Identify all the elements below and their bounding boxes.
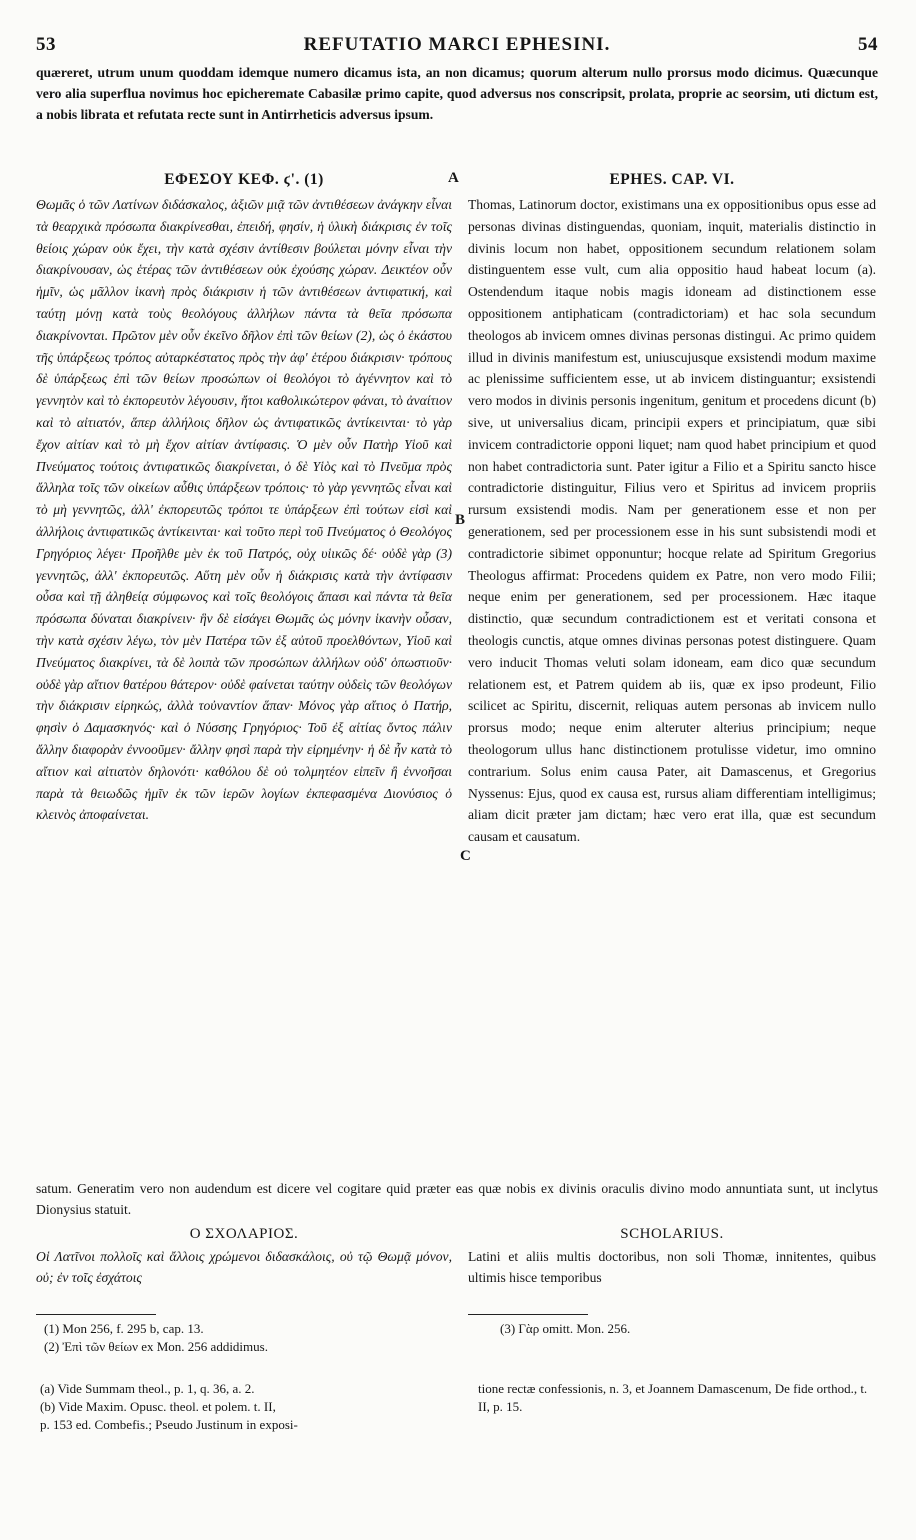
footnote-rule-right	[468, 1314, 588, 1315]
latin-column	[468, 168, 876, 1178]
scholarius-greek	[36, 1222, 452, 1288]
scholarius-latin-heading: SCHOLARIUS.	[620, 1226, 724, 1242]
footnotes-greek	[44, 1320, 444, 1356]
footnote-3: (3) Γὰρ omitt. Mon. 256.	[500, 1321, 631, 1336]
footnote-2: (2) Ἐπὶ τῶν θείων ex Mon. 256 addidimus.	[44, 1339, 268, 1354]
intro-text: quæreret, utrum unum quoddam idemque numero dicamus ista, an non dicamus; quorum alterum nullo prorsus modo dicimus. Quæcunque vero alia superflua novimus hoc epicheremate Cabasilæ primo capite, quod adversus nos conscripsit, prolata, proprie ac seorsim, uti dictum est, a nobis librata et refutata recte sunt in Antirrheticis adversus ipsum.	[36, 65, 878, 123]
section-marker-b: B	[455, 512, 466, 528]
conclusion-paragraph	[36, 1178, 878, 1220]
reference-note-b: (b) Vide Maxim. Opusc. theol. et polem. t. II,	[40, 1399, 276, 1414]
page-number-right: 54	[858, 34, 878, 55]
scholarius-latin-text: Latini et aliis multis doctoribus, non soli Thomæ, innitentes, quibus ultimis hisce temporibus	[468, 1249, 876, 1285]
footnotes-latin	[500, 1320, 870, 1338]
section-marker-a: A	[448, 170, 459, 186]
greek-chapter-heading: ΕΦΕΣΟΥ ΚΕΦ. ϛ'. (1)	[164, 171, 324, 188]
latin-chapter-heading: EPHES. CAP. VI.	[609, 171, 735, 188]
running-title: REFUTATIO MARCI EPHESINI.	[303, 34, 611, 55]
footnote-1: (1) Mon 256, f. 295 b, cap. 13.	[44, 1321, 204, 1336]
scholarius-greek-heading: Ο ΣΧΟΛΑΡΙΟΣ.	[189, 1226, 299, 1242]
reference-note-a: (a) Vide Summam theol., p. 1, q. 36, a. 2.	[40, 1381, 255, 1396]
scholarius-latin	[468, 1222, 876, 1288]
greek-column	[36, 168, 452, 1178]
intro-paragraph	[36, 62, 878, 126]
reference-note-b-end: tione rectæ confessionis, n. 3, et Joannem Damascenum, De fide orthod., t. II, p. 15.	[478, 1381, 868, 1414]
greek-body-text: Θωμᾶς ὁ τῶν Λατίνων διδάσκαλος, ἀξιῶν μιᾷ τῶν ἀντιθέσεων ἀνάγκην εἶναι τὰ θεαρχικὰ πρόσωπα διακρίνεσθαι, ἐπειδή, φησίν, ἡ ὑλικὴ διάκρισις ἐν τοῖς θείοις χώραν οὐκ ἔχει, τὴν κατὰ σχέσιν ἀντίθεσιν βούλεται μόνην εἶναι τὴν διακρίνουσαν, ὡς ἑτέρας τῶν ἀντιθέσεων οὐκ ἐχούσης χώραν. Δεικτέον οὖν ἡμῖν, ὡς μᾶλλον ἱκανὴ πρὸς διάκρισιν ἡ τῶν ἀντιθέσεων ἀντιφατική, καὶ ταύτῃ μόνῃ κατὰ τοὺς θεολόγους ἀλλήλων πάντα τὰ θεῖα πρόσωπα διακρίνονται. Πρῶτον μὲν οὖν ἐκεῖνο δῆλον ἐπὶ τῶν θείων (2), ὡς ὁ ἑκάστου τῆς ὑπάρξεως τρόπος αὐταρκέστατος πρὸς τὴν ἀφ' ἑτέρου διάκρισιν· τρόπους δὲ ὑπάρξεως ἐπὶ τῶν θείων προσώπων οἱ θεολόγοι τὸ ἀγέννητον καὶ τὸ γεννητὸν καὶ τὸ ἐκπορευτὸν λέγουσιν, ἤτοι καθολικώτερον φάναι, τὸ ἀναίτιον καὶ τὸ αἰτιατόν, ἅπερ ἀλλήλοις δῆλον ὡς ἀντιφατικῶς ἀντίκεινται· τὸ γὰρ ἔχον αἰτίαν καὶ τὸ μὴ ἔχον αἰτίαν ἀντίφασις. Ὁ μὲν οὖν Πατὴρ Υἱοῦ καὶ Πνεύματος τούτοις ἀντιφατικῶς διακρίνεται, ὁ δὲ Υἱὸς καὶ τὸ Πνεῦμα πρὸς ἄλληλα τοῖς τῶν οἰκείων αὖθις ὑπάρξεων τρόποις· τὸ γὰρ γεννητῶς εἶναι καὶ τὸ μὴ γεννητῶς, ἀλλ' ἐκπορευτῶς τρόποι τε ὑπάρξεων ἐπὶ τούτων εἰσὶ καὶ ἀλλήλοις ἀντιφατικῶς ἀντίκεινται· καὶ τοῦτο περὶ τοῦ Πνεύματος ὁ Θεολόγος Γρηγόριος λέγει· Προῆλθε μὲν ἐκ τοῦ Πατρός, οὐχ υἱικῶς δέ· οὐδὲ γὰρ (3) γεννητῶς, ἀλλ' ἐκπορευτῶς. Αὕτη μὲν οὖν ἡ διάκρισις κατὰ τὴν ἀντίφασιν οὖσα καὶ τῇ ἀληθείᾳ σύμφωνος καὶ τοῖς θεολόγοις ἅπασι καὶ πάντα τὰ θεῖα πρόσωπα δύναται διακρίνειν· ἣν δὲ εἰσάγει Θωμᾶς ὡς μόνην ἱκανὴν οὖσαν, τὴν κατὰ σχέσιν λέγω, τὸν μὲν Πατέρα τῶν ἐξ αὐτοῦ προελθόντων, Υἱοῦ καὶ Πνεύματος διακρίνει, τὰ δὲ λοιπὰ τῶν προσώπων ἀλλήλων οὐδ' ὁπωστιοῦν· οὐδὲ γὰρ αἴτιον θατέρου θάτερον· οὐδὲ φαίνεται ταύτην οὐδεὶς τῶν θεολόγων τὴν διάκρισιν εἰρηκώς, ἀλλὰ τοὐναντίον ἅπαν· Μόνος γὰρ αἴτιος ὁ Πατήρ, φησὶν ὁ Δαμασκηνός· καὶ ὁ Νύσσης Γρηγόριος· Τοῦ ἐξ αἰτίας ὄντος πάλιν ἄλλην διαφορὰν ἐννοοῦμεν· ἄλλην φησὶ παρὰ τὴν εἰρημένην· ἡ δὲ ἦν κατὰ τὸ αἴτιον καὶ αἰτιατὸν δηλονότι· καθόλου δὲ οὐ τολμητέον εἰπεῖν ἢ ἐννοῆσαι παρὰ τὰ θειωδῶς ἡμῖν ἐκ τῶν ἱερῶν λογίων ἐκπεφασμένα Διονύσιος ὁ κλεινὸς ἀποφαίνεται.	[36, 197, 452, 823]
reference-note-b-cont: p. 153 ed. Combefis.; Pseudo Justinum in exposi-	[40, 1417, 298, 1432]
conclusion-text: satum. Generatim vero non audendum est dicere vel cogitare quid præter eas quæ nobis ex divinis oraculis divino modo annuntiata sunt, ut inclytus Dionysius statuit.	[36, 1181, 878, 1218]
running-header	[36, 34, 878, 60]
page-number-left: 53	[36, 34, 56, 55]
scholarius-greek-text: Οἱ Λατῖνοι πολλοῖς καὶ ἄλλοις χρώμενοι διδασκάλοις, οὐ τῷ Θωμᾷ μόνον, οὐ; ἐν τοῖς ἐσχάτοις	[36, 1249, 452, 1285]
reference-notes-right	[478, 1380, 878, 1416]
reference-notes-left	[40, 1380, 450, 1434]
latin-body-text: Thomas, Latinorum doctor, existimans una ex oppositionibus opus esse ad personas divinas distinguendas, quoniam, inquit, materialis distinctio in divinis locum non habet, oppositionem secundum relationem solam distinguentem esse vult, cum alia oppositio haud habeat locum (a). Ostendendum itaque nobis magis idoneam ad distinctionem esse oppositionem antiphaticam (contradictoriam) et hac sola secundum theologos ab invicem omnes divinas personas distingui. Ac primo quidem illud in divinis manifestum est, uniuscujusque exsistendi modum maxime ac plenissime sufficientem esse, ut ab invicem distinguantur; exsistendi vero modos in divinis personis ingenitum, genitum et procedens dicunt (b) sive, ut universalius dicam, principii expers et principiatum, quæ sibi invicem contradictorie opponi liquet; nam quod habet principium et quod non habet contradictoria sunt. Pater igitur a Filio et a Spiritu sancto hisce contradictorie distinguitur, Filius vero et Spiritus ad invicem propriis rursum exsistendi modis. Nam per generationem esse et non per generationem, sed per processionem esse in his sunt subsistendi modi et contradictorie sibimet opponuntur; hocque relate ad Spiritum Gregorius Theologus affirmat: Procedens quidem ex Patre, non vero modo Filii; neque enim per generationem, sed per processionem. Hæc itaque distinctio, quæ secundum contradictionem est et veritati consona et theologis cunctis, atque omnes divinas personas potest distinguere. Quam vero inducit Thomas veluti solam idoneam, eam dico quæ secundum relationem est, et Patrem quidem ab iis, quæ ex ipso prodeunt, Filio scilicet ac Spiritu, discernit, reliquas autem personas ab invicem nullo prorsus modo; neque enim alteruter alterius principium; neque theologorum ullus hanc distinctionem protulisse videtur, imo omnino contrarium. Solus enim causa Pater, ait Damascenus, et Gregorius Nyssenus: Ejus, quod ex causa est, rursus aliam differentiam intelligimus; aliam dicit præter jam dictam; hæc vero erat illa, quæ est secundum causam et causatum.	[468, 197, 876, 845]
section-marker-c: C	[460, 848, 471, 864]
footnote-rule-left	[36, 1314, 156, 1315]
